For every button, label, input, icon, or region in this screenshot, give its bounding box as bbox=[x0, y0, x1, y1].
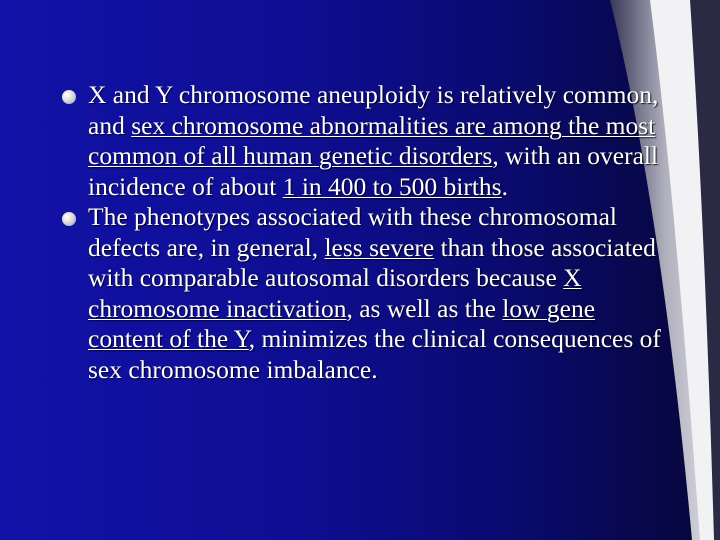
bullet-item-2 bbox=[62, 202, 662, 385]
text-segment: . bbox=[501, 171, 508, 201]
bullet-dot-icon bbox=[62, 212, 76, 226]
bullet-item-1 bbox=[62, 80, 662, 202]
text-segment: than those associated with comparable autosomal disorders because bbox=[88, 232, 656, 292]
underlined-text-segment: 1 in 400 to 500 births bbox=[282, 171, 502, 201]
bullet-dot-icon bbox=[62, 90, 76, 104]
text-segment: X and Y chromosome aneuploidy is relatively common, and bbox=[88, 80, 659, 140]
text-segment: , as well as the bbox=[346, 293, 503, 323]
underlined-text-segment: less severe bbox=[324, 232, 435, 262]
text-segment: , minimizes the clinical consequences of sex chromosome imbalance. bbox=[88, 324, 661, 384]
text-segment: The phenotypes associated with these chromosomal defects are, in general, bbox=[88, 202, 617, 262]
text-segment: , with an overall incidence of about bbox=[88, 141, 659, 201]
underlined-text-segment: sex chromosome abnormalities are among the most common of all human genetic disorders bbox=[88, 110, 656, 170]
bullet-list bbox=[62, 80, 662, 385]
bullet-text-1 bbox=[88, 80, 658, 201]
underlined-text-segment: low gene content of the Y bbox=[88, 293, 596, 353]
bullet-text-2 bbox=[88, 202, 661, 384]
underlined-text-segment: X chromosome inactivation bbox=[88, 263, 582, 323]
